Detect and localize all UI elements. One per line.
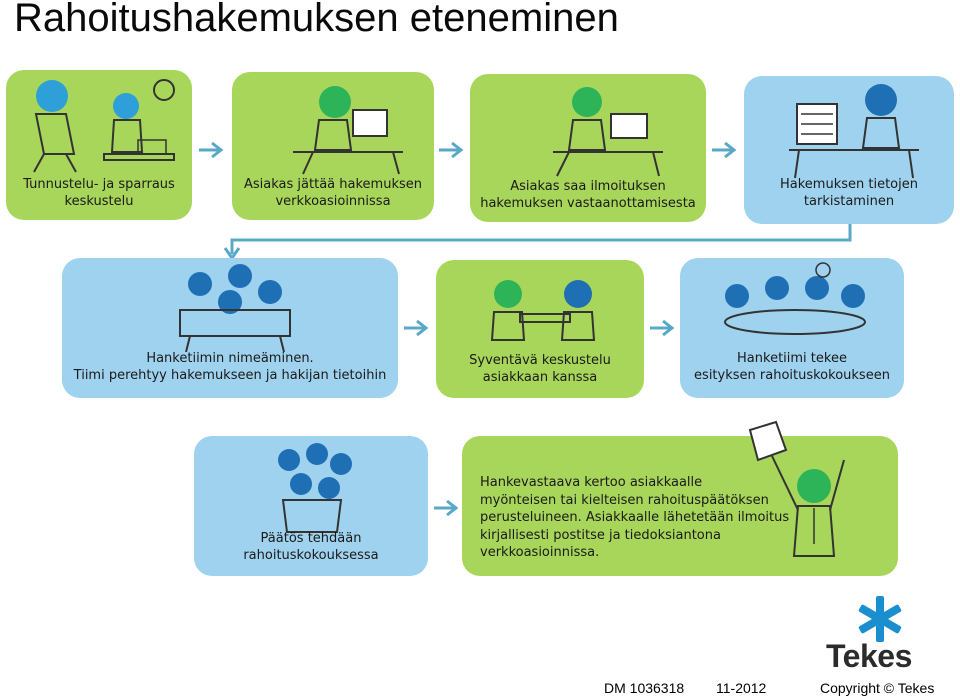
footer-date: 11-2012 [716, 680, 767, 696]
arrow-right-icon [710, 140, 738, 160]
step-3-caption: Asiakas saa ilmoituksen hakemuksen vastaanottamisesta [480, 179, 696, 211]
illustration-group-icon [241, 440, 381, 540]
step-7-box [680, 258, 904, 398]
step-3-box [470, 74, 706, 222]
step-5-box [62, 258, 398, 398]
arrow-right-icon [197, 140, 225, 160]
step-8-caption: Päätös tehdään rahoituskokouksessa [243, 531, 379, 563]
illustration-meeting-icon [450, 264, 630, 354]
step-1-caption: Tunnustelu- ja sparraus keskustelu [23, 177, 175, 209]
footer-copyright: Copyright © Tekes [820, 680, 935, 696]
illustration-person-paper-icon [736, 420, 846, 560]
step-6-box [436, 260, 644, 398]
arrow-right-icon [432, 498, 460, 518]
tekes-logo: Tekes [826, 638, 912, 674]
step-8-box [194, 436, 428, 576]
step-5-caption: Hanketiimin nimeäminen. Tiimi perehtyy hakemukseen ja hakijan tietoihin [73, 351, 387, 383]
tekes-snowflake-icon [848, 594, 912, 644]
step-9-caption: Hankevastaava kertoo asiakkaalle myönteisen tai kielteisen rahoituspäätöksen perusteluineen. Asiakkaalle lähetetään ilmoitus kirjallisesti postitse ja tiedoksiantona verkkoasioinnissa. [480, 475, 790, 560]
connector-arrow-icon [222, 222, 856, 262]
illustration-computer-icon [243, 76, 423, 176]
step-2-box [232, 72, 434, 220]
step-7-caption: Hanketiimi tekee esityksen rahoituskokoukseen [694, 351, 890, 383]
step-6-caption: Syventävä keskustelu asiakkaan kanssa [469, 353, 611, 385]
illustration-team-icon [130, 262, 330, 352]
footer-doc-id: DM 1036318 [604, 680, 685, 696]
page-title: Rahoitushakemuksen eteneminen [14, 0, 619, 40]
illustration-people-icon [14, 74, 184, 174]
illustration-desk-review-icon [759, 80, 939, 180]
arrow-right-icon [437, 140, 465, 160]
step-4-box [744, 76, 954, 224]
illustration-laptop-icon [493, 78, 683, 178]
arrow-right-icon [402, 318, 430, 338]
step-2-caption: Asiakas jättää hakemuksen verkkoasioinnissa [244, 177, 422, 209]
illustration-roundtable-icon [697, 262, 887, 352]
arrow-right-icon [648, 318, 676, 338]
step-1-box [6, 70, 192, 220]
step-4-caption: Hakemuksen tietojen tarkistaminen [780, 177, 918, 209]
